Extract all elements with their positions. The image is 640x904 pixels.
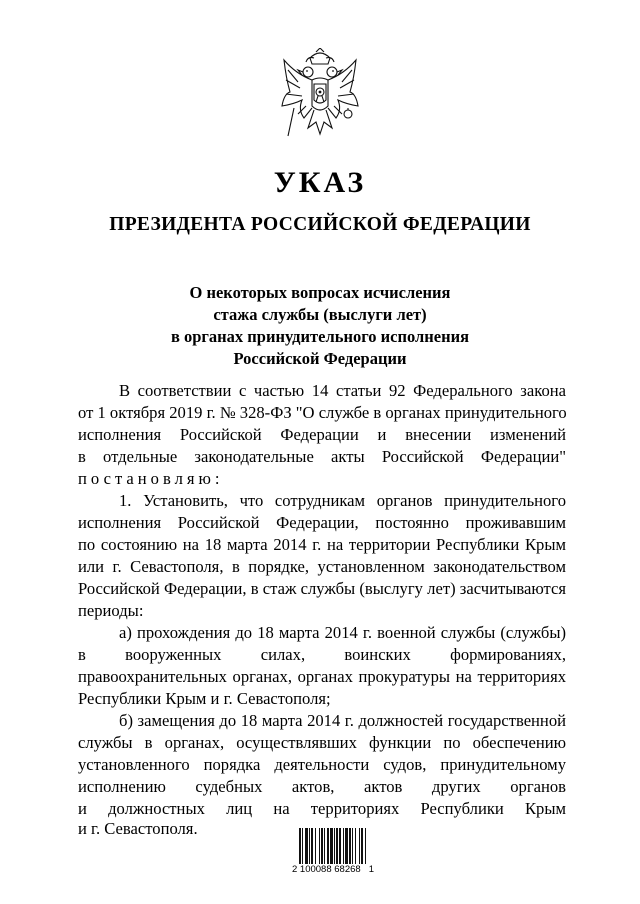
body-line-resolve: постановляю: — [78, 469, 224, 488]
document-title: УКАЗ — [273, 166, 367, 199]
body-line: периоды: — [78, 601, 144, 620]
russian-coat-of-arms-icon — [276, 48, 364, 148]
barcode-main-number: 2 100088 68268 — [292, 864, 361, 875]
decree-heading — [80, 282, 560, 370]
barcode-icon — [298, 826, 392, 866]
document-issuer: ПРЕЗИДЕНТА РОССИЙСКОЙ ФЕДЕРАЦИИ — [109, 214, 531, 235]
heading-line: Российской Федерации — [233, 349, 407, 368]
body-line: или г. Севастополя, в порядке, установленном законодательством — [78, 557, 566, 576]
heading-line: в органах принудительного исполнения — [170, 327, 470, 346]
body-line: В соответствии с частью 14 статьи 92 Федерального закона — [119, 381, 566, 400]
body-line: б) замещения до 18 марта 2014 г. должностей государственной — [119, 711, 566, 730]
body-line: по состоянию на 18 марта 2014 г. на территории Республики Крым — [78, 535, 566, 554]
heading-line: О некоторых вопросах исчисления — [189, 283, 451, 302]
body-line: правоохранительных органах, органах прокуратуры на территориях — [78, 667, 566, 686]
barcode-number — [292, 864, 402, 876]
body-line: исполнению судебных актов, актов других органов — [78, 777, 566, 796]
barcode-suffix: 1 — [368, 864, 374, 875]
body-line: от 1 октября 2019 г. № 328-ФЗ "О службе в органах принудительного — [78, 403, 567, 422]
body-line: Республики Крым и г. Севастополя; — [78, 689, 331, 708]
body-line: 1. Установить, что сотрудникам органов принудительного — [119, 491, 566, 510]
body-line: исполнения Российской Федерации и внесении изменений — [78, 425, 566, 444]
body-line: Российской Федерации, в стаж службы (выслугу лет) засчитываются — [78, 579, 566, 598]
body-line: и должностных лиц на территориях Республики Крым — [78, 799, 566, 818]
body-line: и г. Севастополя. — [78, 819, 198, 838]
heading-line: стажа службы (выслуги лет) — [213, 305, 427, 324]
body-line: в вооруженных силах, воинских формированиях, — [78, 645, 566, 664]
body-line: исполнения Российской Федерации, постоянно проживавшим — [78, 513, 566, 532]
body-line: установленного порядка деятельности судов, принудительному — [78, 755, 566, 774]
body-line: а) прохождения до 18 марта 2014 г. военной службы (службы) — [119, 623, 566, 642]
coat-of-arms-emblem — [276, 48, 364, 148]
body-line: службы в органах, осуществлявших функции по обеспечению — [78, 733, 566, 752]
body-line: в отдельные законодательные акты Российской Федерации" — [78, 447, 566, 466]
